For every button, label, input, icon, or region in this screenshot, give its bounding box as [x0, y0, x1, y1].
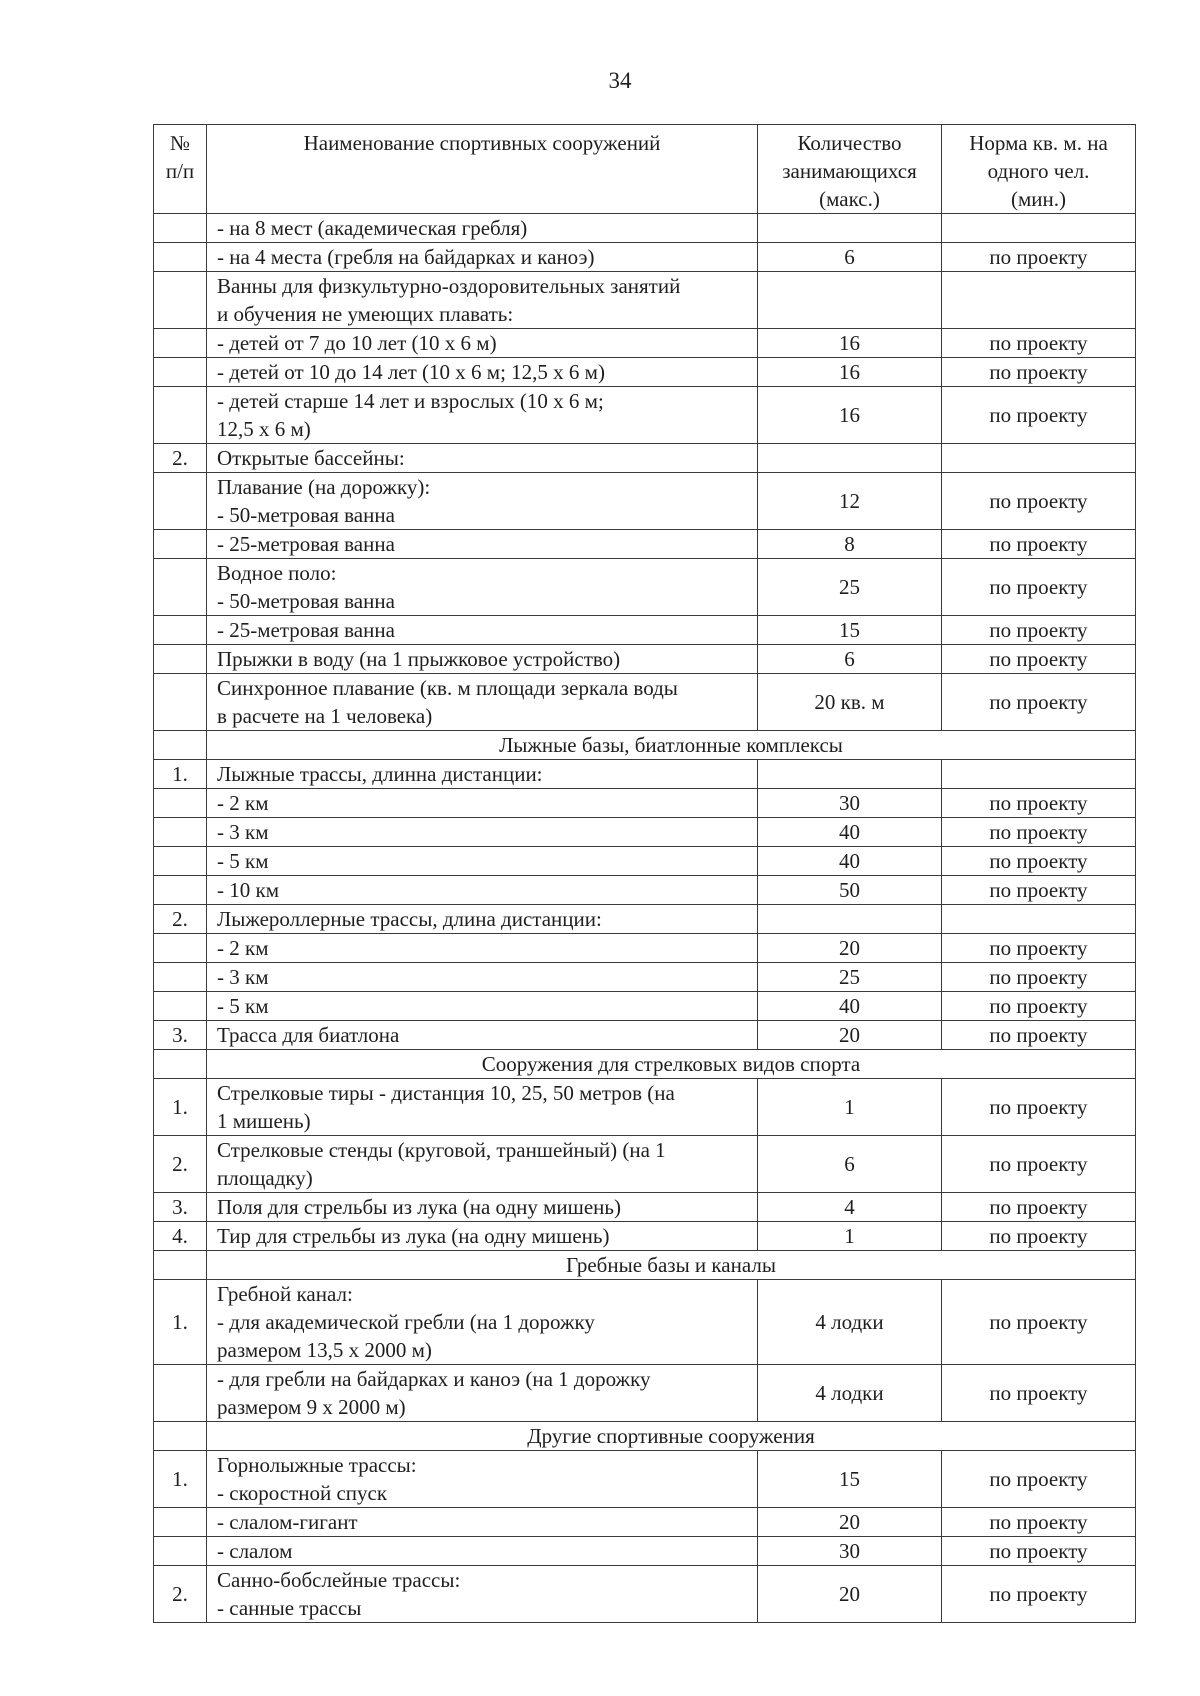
table-row — [154, 329, 1136, 358]
section-row — [154, 1422, 1136, 1451]
row-number: 1. — [154, 1451, 207, 1508]
facility-name-line: - 25-метровая ванна — [217, 618, 395, 642]
facility-name — [207, 1365, 758, 1422]
facility-name-line: Гребной канал: — [217, 1282, 353, 1306]
row-number: 2. — [154, 444, 207, 473]
area-norm — [942, 760, 1136, 789]
facility-name — [207, 674, 758, 731]
max-participants: 20 — [758, 934, 942, 963]
table-row — [154, 992, 1136, 1021]
table-row — [154, 1079, 1136, 1136]
max-participants: 25 — [758, 559, 942, 616]
area-norm: по проекту — [942, 674, 1136, 731]
table-row — [154, 674, 1136, 731]
facility-name-line: Трасса для биатлона — [217, 1023, 400, 1047]
table-row — [154, 789, 1136, 818]
facility-name — [207, 789, 758, 818]
row-number — [154, 789, 207, 818]
max-participants: 8 — [758, 530, 942, 559]
table-row — [154, 847, 1136, 876]
table-row — [154, 214, 1136, 243]
max-participants — [758, 214, 942, 243]
row-number — [154, 387, 207, 444]
row-number — [154, 818, 207, 847]
facility-name-line: - детей от 10 до 14 лет (10 х 6 м; 12,5 х 6 м) — [217, 360, 605, 384]
area-norm: по проекту — [942, 358, 1136, 387]
max-participants: 4 лодки — [758, 1365, 942, 1422]
facility-name-line: в расчете на 1 человека) — [217, 704, 433, 728]
section-title: Сооружения для стрелковых видов спорта — [207, 1050, 1136, 1079]
facility-name — [207, 1222, 758, 1251]
max-participants: 20 — [758, 1566, 942, 1623]
facility-name-line: - 3 км — [217, 820, 269, 844]
table-row — [154, 1508, 1136, 1537]
header-row — [154, 125, 1136, 214]
row-number — [154, 992, 207, 1021]
area-norm: по проекту — [942, 789, 1136, 818]
table-row — [154, 934, 1136, 963]
section-title: Лыжные базы, биатлонные комплексы — [207, 731, 1136, 760]
facility-name-line: Водное поло: — [217, 561, 337, 585]
max-participants: 20 — [758, 1508, 942, 1537]
area-norm: по проекту — [942, 1222, 1136, 1251]
facility-name — [207, 530, 758, 559]
facility-name-line: 1 мишень) — [217, 1109, 311, 1133]
header-norm-line: (мин.) — [1010, 187, 1066, 211]
header-norm-line: Норма кв. м. на — [969, 131, 1108, 155]
max-participants: 4 — [758, 1193, 942, 1222]
area-norm: по проекту — [942, 243, 1136, 272]
facility-name — [207, 358, 758, 387]
row-number: 2. — [154, 1136, 207, 1193]
area-norm: по проекту — [942, 645, 1136, 674]
max-participants — [758, 444, 942, 473]
table-row — [154, 905, 1136, 934]
facility-name-line: - слалом-гигант — [217, 1510, 358, 1534]
header-number-line: п/п — [165, 159, 195, 183]
table-row — [154, 243, 1136, 272]
area-norm: по проекту — [942, 1537, 1136, 1566]
area-norm: по проекту — [942, 1136, 1136, 1193]
table-row — [154, 1021, 1136, 1050]
header-quantity-line: занимающихся — [782, 159, 917, 183]
area-norm: по проекту — [942, 818, 1136, 847]
facility-name — [207, 1566, 758, 1623]
facility-name-line: Синхронное плавание (кв. м площади зеркала воды — [217, 676, 678, 700]
area-norm: по проекту — [942, 847, 1136, 876]
row-number — [154, 616, 207, 645]
facilities-table — [153, 124, 1136, 1623]
row-number — [154, 272, 207, 329]
area-norm: по проекту — [942, 934, 1136, 963]
section-title: Гребные базы и каналы — [207, 1251, 1136, 1280]
row-number — [154, 876, 207, 905]
area-norm: по проекту — [942, 1079, 1136, 1136]
area-norm: по проекту — [942, 1280, 1136, 1365]
max-participants: 30 — [758, 1537, 942, 1566]
area-norm — [942, 905, 1136, 934]
table-row — [154, 358, 1136, 387]
area-norm: по проекту — [942, 1021, 1136, 1050]
row-number: 2. — [154, 1566, 207, 1623]
area-norm: по проекту — [942, 387, 1136, 444]
table-row — [154, 444, 1136, 473]
table-row — [154, 530, 1136, 559]
max-participants: 40 — [758, 847, 942, 876]
facility-name — [207, 645, 758, 674]
area-norm: по проекту — [942, 1365, 1136, 1422]
facility-name — [207, 272, 758, 329]
section-title: Другие спортивные сооружения — [207, 1422, 1136, 1451]
max-participants: 40 — [758, 992, 942, 1021]
header-norm-line: одного чел. — [987, 159, 1090, 183]
max-participants: 20 кв. м — [758, 674, 942, 731]
max-participants: 20 — [758, 1021, 942, 1050]
facility-name-line: Стрелковые тиры - дистанция 10, 25, 50 метров (на — [217, 1081, 675, 1105]
facility-name-line: площадку) — [217, 1166, 313, 1190]
facility-name — [207, 243, 758, 272]
table-row — [154, 1193, 1136, 1222]
facility-name — [207, 616, 758, 645]
table-row — [154, 1136, 1136, 1193]
facility-name — [207, 963, 758, 992]
header-quantity — [758, 125, 942, 214]
max-participants: 25 — [758, 963, 942, 992]
facility-name-line: - для гребли на байдарках и каноэ (на 1 дорожку — [217, 1367, 651, 1391]
facility-name-line: - 2 км — [217, 936, 269, 960]
table-row — [154, 1451, 1136, 1508]
area-norm: по проекту — [942, 876, 1136, 905]
facility-name-line: Прыжки в воду (на 1 прыжковое устройство) — [217, 647, 621, 671]
facility-name — [207, 1280, 758, 1365]
table-row — [154, 760, 1136, 789]
facility-name-line: - на 8 мест (академическая гребля) — [217, 216, 528, 240]
facility-name — [207, 444, 758, 473]
facility-name-line: и обучения не умеющих плавать: — [217, 302, 514, 326]
row-number — [154, 645, 207, 674]
row-number — [154, 674, 207, 731]
max-participants: 50 — [758, 876, 942, 905]
header-number-line: № — [169, 131, 191, 155]
header-number — [154, 125, 207, 214]
table-row — [154, 1566, 1136, 1623]
facility-name — [207, 1508, 758, 1537]
facility-name — [207, 559, 758, 616]
page-number: 34 — [608, 68, 632, 93]
table-row — [154, 818, 1136, 847]
area-norm: по проекту — [942, 1193, 1136, 1222]
max-participants: 6 — [758, 1136, 942, 1193]
area-norm: по проекту — [942, 329, 1136, 358]
area-norm: по проекту — [942, 473, 1136, 530]
facility-name-line: Поля для стрельбы из лука (на одну мишень) — [217, 1195, 621, 1219]
header-name: Наименование спортивных сооружений — [207, 125, 758, 214]
header-quantity-line: Количество — [797, 131, 902, 155]
row-number — [154, 1422, 207, 1451]
table-body — [154, 214, 1136, 1623]
row-number — [154, 731, 207, 760]
facility-name — [207, 818, 758, 847]
facility-name — [207, 934, 758, 963]
max-participants: 1 — [758, 1079, 942, 1136]
facility-name — [207, 1021, 758, 1050]
max-participants: 6 — [758, 645, 942, 674]
area-norm — [942, 214, 1136, 243]
section-row — [154, 731, 1136, 760]
area-norm: по проекту — [942, 992, 1136, 1021]
row-number — [154, 473, 207, 530]
facility-name — [207, 387, 758, 444]
row-number — [154, 358, 207, 387]
facility-name — [207, 473, 758, 530]
row-number — [154, 559, 207, 616]
facility-name — [207, 905, 758, 934]
row-number — [154, 1251, 207, 1280]
facility-name-line: Открытые бассейны: — [217, 446, 405, 470]
max-participants: 1 — [758, 1222, 942, 1251]
area-norm: по проекту — [942, 1566, 1136, 1623]
table-row — [154, 963, 1136, 992]
row-number — [154, 847, 207, 876]
row-number — [154, 329, 207, 358]
facility-name-line: - слалом — [217, 1539, 293, 1563]
facility-name — [207, 1193, 758, 1222]
row-number: 3. — [154, 1021, 207, 1050]
facility-name-line: - 3 км — [217, 965, 269, 989]
facility-name-line: 12,5 х 6 м) — [217, 417, 311, 441]
area-norm — [942, 444, 1136, 473]
max-participants: 16 — [758, 358, 942, 387]
table-row — [154, 559, 1136, 616]
facility-name — [207, 1136, 758, 1193]
table-row — [154, 387, 1136, 444]
section-row — [154, 1050, 1136, 1079]
table-row — [154, 1537, 1136, 1566]
row-number — [154, 530, 207, 559]
max-participants: 16 — [758, 329, 942, 358]
table-row — [154, 616, 1136, 645]
facility-name-line: - санные трассы — [217, 1596, 362, 1620]
facility-name — [207, 992, 758, 1021]
facility-name-line: Ванны для физкультурно-оздоровительных занятий — [217, 274, 681, 298]
section-row — [154, 1251, 1136, 1280]
facility-name — [207, 876, 758, 905]
row-number: 1. — [154, 1280, 207, 1365]
max-participants: 40 — [758, 818, 942, 847]
facility-name — [207, 329, 758, 358]
facility-name-line: размером 13,5 х 2000 м) — [217, 1338, 432, 1362]
table-row — [154, 272, 1136, 329]
facility-name-line: - 5 км — [217, 994, 269, 1018]
row-number — [154, 1508, 207, 1537]
facility-name — [207, 1537, 758, 1566]
max-participants: 12 — [758, 473, 942, 530]
facility-name-line: - детей старше 14 лет и взрослых (10 х 6 м; — [217, 389, 604, 413]
facility-name-line: Тир для стрельбы из лука (на одну мишень) — [217, 1224, 610, 1248]
area-norm: по проекту — [942, 616, 1136, 645]
area-norm: по проекту — [942, 1508, 1136, 1537]
facility-name-line: - 50-метровая ванна — [217, 503, 395, 527]
facility-name — [207, 1079, 758, 1136]
row-number — [154, 934, 207, 963]
facility-name-line: - детей от 7 до 10 лет (10 х 6 м) — [217, 331, 497, 355]
max-participants: 30 — [758, 789, 942, 818]
facility-name-line: - 2 км — [217, 791, 269, 815]
header-norm — [942, 125, 1136, 214]
facility-name-line: Стрелковые стенды (круговой, траншейный) (на 1 — [217, 1138, 666, 1162]
table-row — [154, 1280, 1136, 1365]
facility-name-line: Плавание (на дорожку): — [217, 475, 431, 499]
row-number — [154, 1365, 207, 1422]
area-norm: по проекту — [942, 559, 1136, 616]
facility-name-line: Санно-бобслейные трассы: — [217, 1568, 461, 1592]
facility-name-line: - 10 км — [217, 878, 279, 902]
facility-name-line: - 25-метровая ванна — [217, 532, 395, 556]
table-row — [154, 876, 1136, 905]
row-number — [154, 243, 207, 272]
max-participants: 15 — [758, 1451, 942, 1508]
facility-name — [207, 214, 758, 243]
facility-name-line: размером 9 х 2000 м) — [217, 1395, 406, 1419]
row-number: 1. — [154, 1079, 207, 1136]
area-norm: по проекту — [942, 1451, 1136, 1508]
max-participants — [758, 760, 942, 789]
table-row — [154, 473, 1136, 530]
table-row — [154, 1222, 1136, 1251]
row-number: 2. — [154, 905, 207, 934]
row-number: 1. — [154, 760, 207, 789]
row-number — [154, 1537, 207, 1566]
area-norm: по проекту — [942, 530, 1136, 559]
max-participants — [758, 905, 942, 934]
max-participants: 6 — [758, 243, 942, 272]
max-participants: 16 — [758, 387, 942, 444]
header-quantity-line: (макс.) — [819, 187, 880, 211]
table-row — [154, 645, 1136, 674]
row-number — [154, 1050, 207, 1079]
area-norm — [942, 272, 1136, 329]
facility-name-line: Горнолыжные трассы: — [217, 1453, 417, 1477]
facility-name-line: - 5 км — [217, 849, 269, 873]
facility-name — [207, 847, 758, 876]
facility-name-line: - для академической гребли (на 1 дорожку — [217, 1310, 595, 1334]
facility-name-line: - 50-метровая ванна — [217, 589, 395, 613]
table-header — [154, 125, 1136, 214]
row-number: 4. — [154, 1222, 207, 1251]
facility-name-line: - скоростной спуск — [217, 1481, 388, 1505]
row-number: 3. — [154, 1193, 207, 1222]
facility-name — [207, 1451, 758, 1508]
max-participants: 15 — [758, 616, 942, 645]
facility-name-line: Лыжероллерные трассы, длина дистанции: — [217, 907, 602, 931]
max-participants — [758, 272, 942, 329]
row-number — [154, 214, 207, 243]
facility-name-line: Лыжные трассы, длинна дистанции: — [217, 762, 543, 786]
table-row — [154, 1365, 1136, 1422]
area-norm: по проекту — [942, 963, 1136, 992]
row-number — [154, 963, 207, 992]
facility-name — [207, 760, 758, 789]
max-participants: 4 лодки — [758, 1280, 942, 1365]
facility-name-line: - на 4 места (гребля на байдарках и каноэ) — [217, 245, 595, 269]
